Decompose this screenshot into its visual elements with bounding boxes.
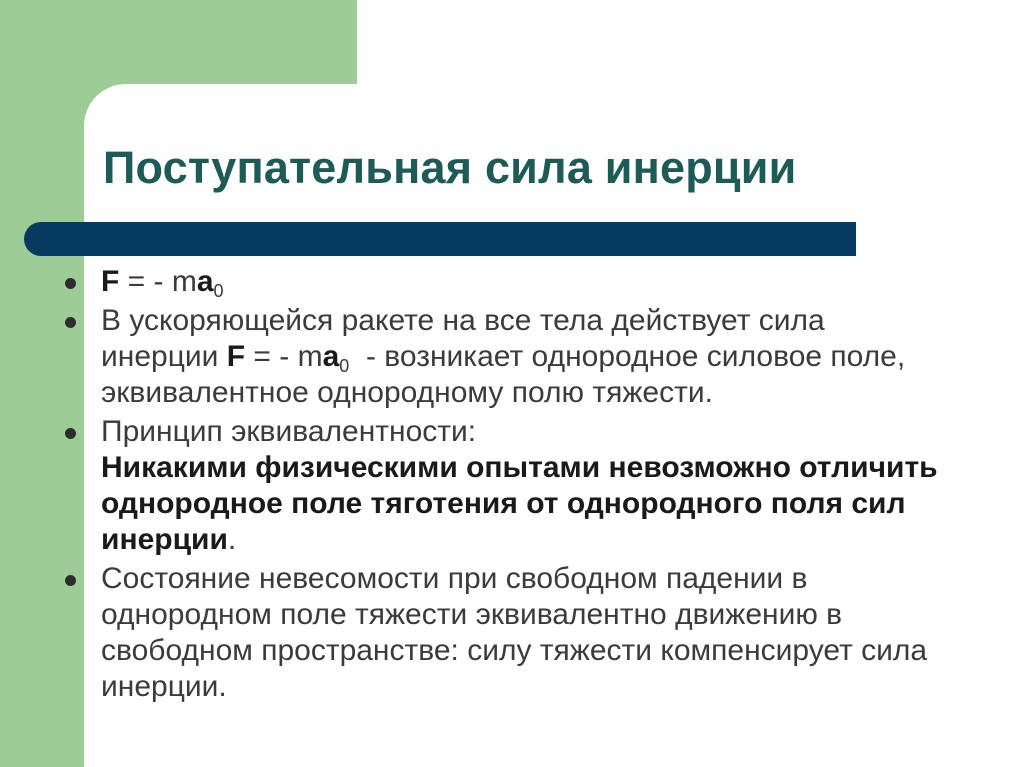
list-item-rocket	[60, 303, 950, 411]
list-item-text: Состояние невесомости при свободном падении в однородном поле тяжести эквивалентно движению в свободном пространстве: силу тяжести компенсирует сила инерции.	[101, 562, 928, 703]
formula: F = - $ma_0$	[101, 265, 224, 301]
list-item-equivalence	[60, 414, 950, 558]
formula: F = - $ma_0$	[226, 340, 350, 376]
equivalence-end: .	[227, 523, 237, 556]
slide-title: Поступательная сила инерции	[103, 142, 797, 193]
bullet-dot-icon	[65, 278, 76, 289]
equivalence-intro: Принцип эквивалентности:	[101, 415, 477, 448]
list-item-weightlessness	[60, 561, 950, 705]
bullet-dot-icon	[65, 575, 76, 586]
bullet-dot-icon	[65, 317, 76, 328]
list-item-text: - возникает однородное силовое поле, эквивалентное однородному полю тяжести.	[101, 340, 914, 409]
bullet-list	[60, 264, 950, 708]
equivalence-statement: Никакими физическими опытами невозможно отличить однородное поле тяготения от однородного поля сил инерции	[101, 451, 938, 556]
list-item-text: В ускоряющейся ракете на все тела действует сила инерции	[101, 304, 825, 373]
list-item-formula	[60, 264, 950, 300]
bullet-dot-icon	[65, 428, 76, 439]
title-underline-bar	[24, 222, 856, 256]
